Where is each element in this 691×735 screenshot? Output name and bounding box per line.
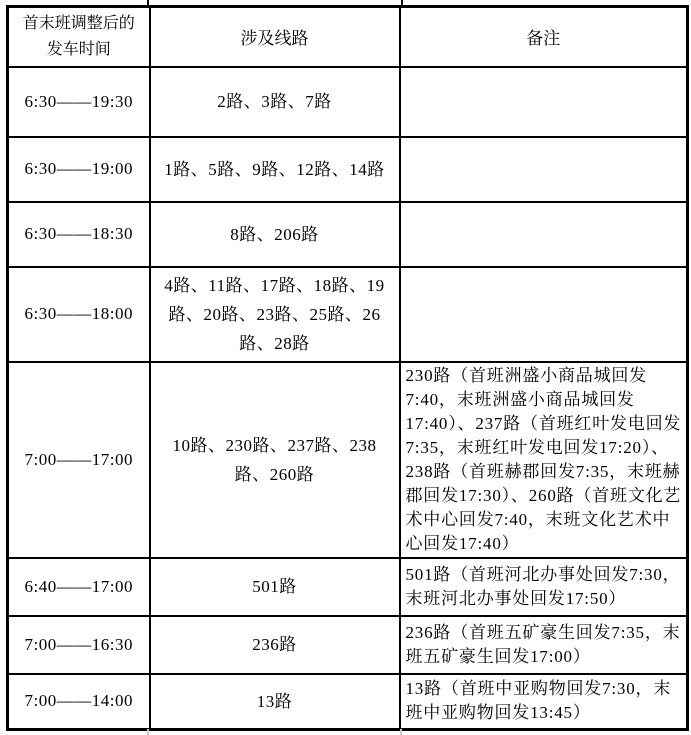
time-cell: 6:30——19:30 bbox=[8, 67, 150, 137]
table-row bbox=[8, 558, 688, 616]
remark-cell bbox=[400, 202, 688, 267]
routes-cell: 501路 bbox=[150, 558, 400, 616]
time-cell: 6:30——19:00 bbox=[8, 137, 150, 202]
routes-cell: 10路、230路、237路、238路、260路 bbox=[150, 362, 400, 558]
header-cell-time: 首末班调整后的发车时间 bbox=[8, 7, 150, 67]
bus-schedule-table bbox=[6, 5, 689, 731]
table-row bbox=[8, 674, 688, 730]
time-cell: 6:30——18:30 bbox=[8, 202, 150, 267]
time-cell: 7:00——14:00 bbox=[8, 674, 150, 730]
table-row bbox=[8, 137, 688, 202]
table-row bbox=[8, 267, 688, 362]
table-header-row bbox=[8, 7, 688, 67]
time-cell: 6:30——18:00 bbox=[8, 267, 150, 362]
remark-cell bbox=[400, 67, 688, 137]
remark-cell: 13路（首班中亚购物回发7:30，末班中亚购物回发13:45） bbox=[400, 674, 688, 730]
time-cell: 7:00——17:00 bbox=[8, 362, 150, 558]
remark-cell bbox=[400, 137, 688, 202]
table-continuation-line-bottom-2 bbox=[400, 729, 402, 735]
table-row bbox=[8, 362, 688, 558]
routes-cell: 2路、3路、7路 bbox=[150, 67, 400, 137]
table-continuation-line-bottom-1 bbox=[147, 729, 149, 735]
routes-cell: 8路、206路 bbox=[150, 202, 400, 267]
remark-cell: 501路（首班河北办事处回发7:30，末班河北办事处回发17:50） bbox=[400, 558, 688, 616]
table-row bbox=[8, 67, 688, 137]
table-row bbox=[8, 202, 688, 267]
table-row bbox=[8, 616, 688, 674]
remark-cell bbox=[400, 267, 688, 362]
routes-cell: 13路 bbox=[150, 674, 400, 730]
remark-cell: 230路（首班洲盛小商品城回发7:40，末班洲盛小商品城回发17:40）、237路（首班红叶发电回发7:35，末班红叶发电回发17:20）、238路（首班赫郡回发7:35，末班赫郡回发17:30）、260路（首班文化艺术中心回发7:40，末班文化艺术中心回发17:40） bbox=[400, 362, 688, 558]
time-cell: 7:00——16:30 bbox=[8, 616, 150, 674]
routes-cell: 1路、5路、9路、12路、14路 bbox=[150, 137, 400, 202]
routes-cell: 236路 bbox=[150, 616, 400, 674]
header-cell-remark: 备注 bbox=[400, 7, 688, 67]
header-cell-routes: 涉及线路 bbox=[150, 7, 400, 67]
remark-cell: 236路（首班五矿豪生回发7:35，末班五矿豪生回发17:00） bbox=[400, 616, 688, 674]
routes-cell: 4路、11路、17路、18路、19路、20路、23路、25路、26路、28路 bbox=[150, 267, 400, 362]
time-cell: 6:40——17:00 bbox=[8, 558, 150, 616]
